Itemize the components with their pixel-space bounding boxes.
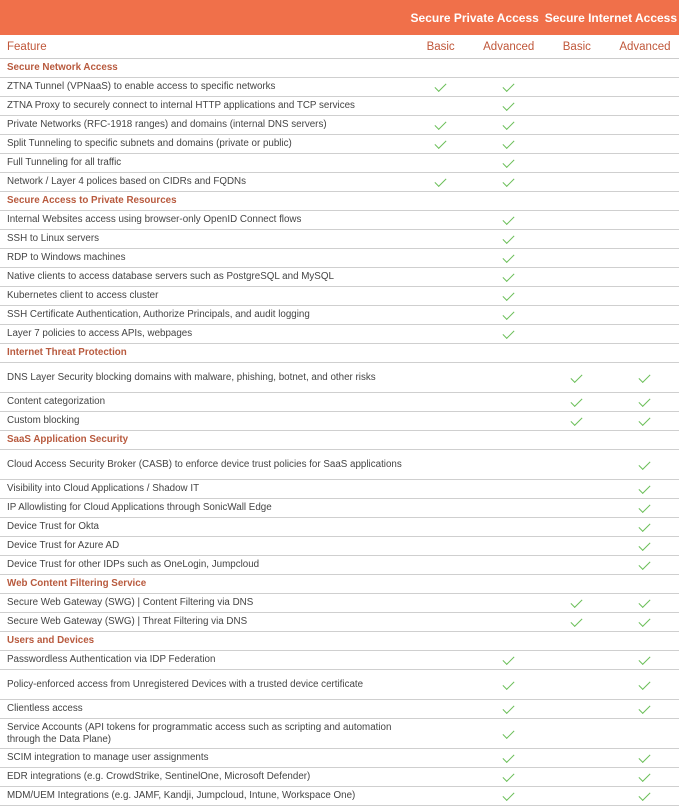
checkmark-icon <box>435 175 447 187</box>
tier-cell <box>475 306 543 325</box>
tier-cell <box>475 173 543 192</box>
table-row <box>0 594 679 613</box>
section-title: Secure Network Access <box>0 59 679 78</box>
feature-name: MDM/UEM Integrations (e.g. JAMF, Kandji, Jumpcloud, Intune, Workspace One) <box>0 787 407 806</box>
group-secure-internet-access: Secure Internet Access <box>543 0 679 35</box>
feature-name: DNS Layer Security blocking domains with malware, phishing, botnet, and other risks <box>0 363 407 393</box>
tier-cell <box>407 651 475 670</box>
section-title: Web Content Filtering Service <box>0 575 679 594</box>
tier-cell <box>543 135 611 154</box>
section-header-row <box>0 575 679 594</box>
tier-cell <box>611 556 679 575</box>
checkmark-icon <box>639 458 651 470</box>
tier-cell <box>475 116 543 135</box>
section-header-row <box>0 632 679 651</box>
checkmark-icon <box>503 213 515 225</box>
checkmark-icon <box>639 596 651 608</box>
tier-cell <box>543 97 611 116</box>
tier-cell <box>611 211 679 230</box>
checkmark-icon <box>639 539 651 551</box>
table-row <box>0 363 679 393</box>
table-row <box>0 480 679 499</box>
tier-cell <box>407 670 475 700</box>
table-row <box>0 700 679 719</box>
feature-name: Native clients to access database servers such as PostgreSQL and MySQL <box>0 268 407 287</box>
feature-name: ZTNA Tunnel (VPNaaS) to enable access to specific networks <box>0 78 407 97</box>
tier-cell <box>611 594 679 613</box>
tier-cell <box>475 450 543 480</box>
tier-cell <box>611 499 679 518</box>
feature-name: Content categorization <box>0 393 407 412</box>
tier-cell <box>475 154 543 173</box>
tier-cell <box>475 97 543 116</box>
table-row <box>0 787 679 806</box>
table-row <box>0 537 679 556</box>
tier-cell <box>475 499 543 518</box>
tier-cell <box>407 412 475 431</box>
tier-cell <box>475 268 543 287</box>
column-headers <box>0 35 679 59</box>
tier-cell <box>543 749 611 768</box>
tier-cell <box>407 135 475 154</box>
tier-cell <box>611 670 679 700</box>
tier-cell <box>475 749 543 768</box>
tier-cell <box>475 412 543 431</box>
tier-cell <box>543 556 611 575</box>
section-header-row <box>0 431 679 450</box>
sia-basic-header: Basic <box>543 35 611 59</box>
checkmark-icon <box>571 596 583 608</box>
feature-name: Full Tunneling for all traffic <box>0 154 407 173</box>
table-row <box>0 768 679 787</box>
table-row <box>0 651 679 670</box>
tier-cell <box>407 480 475 499</box>
tier-cell <box>475 613 543 632</box>
checkmark-icon <box>639 678 651 690</box>
table-row <box>0 173 679 192</box>
tier-cell <box>543 450 611 480</box>
tier-cell <box>475 230 543 249</box>
header-band <box>0 0 679 35</box>
checkmark-icon <box>435 80 447 92</box>
section-header-row <box>0 344 679 363</box>
tier-cell <box>407 450 475 480</box>
section-header-row <box>0 59 679 78</box>
tier-cell <box>611 700 679 719</box>
section-title: Users and Devices <box>0 632 679 651</box>
table-row <box>0 518 679 537</box>
tier-cell <box>407 787 475 806</box>
tier-cell <box>407 363 475 393</box>
table-row <box>0 499 679 518</box>
tier-cell <box>543 173 611 192</box>
tier-cell <box>543 230 611 249</box>
tier-cell <box>543 537 611 556</box>
feature-name: Kubernetes client to access cluster <box>0 287 407 306</box>
tier-cell <box>543 116 611 135</box>
checkmark-icon <box>503 751 515 763</box>
tier-cell <box>475 211 543 230</box>
checkmark-icon <box>503 678 515 690</box>
tier-cell <box>543 412 611 431</box>
tier-cell <box>543 499 611 518</box>
tier-cell <box>407 700 475 719</box>
tier-cell <box>407 393 475 412</box>
tier-cell <box>611 287 679 306</box>
table-row <box>0 450 679 480</box>
feature-name: SSH Certificate Authentication, Authorize Principals, and audit logging <box>0 306 407 325</box>
tier-cell <box>407 211 475 230</box>
checkmark-icon <box>503 175 515 187</box>
spa-advanced-header: Advanced <box>475 35 543 59</box>
checkmark-icon <box>503 770 515 782</box>
tier-cell <box>407 306 475 325</box>
sia-advanced-header: Advanced <box>611 35 679 59</box>
tier-cell <box>543 700 611 719</box>
checkmark-icon <box>503 327 515 339</box>
tier-cell <box>611 719 679 749</box>
checkmark-icon <box>639 482 651 494</box>
tier-cell <box>407 325 475 344</box>
feature-name: Secure Web Gateway (SWG) | Threat Filtering via DNS <box>0 613 407 632</box>
tier-cell <box>475 480 543 499</box>
checkmark-icon <box>571 615 583 627</box>
checkmark-icon <box>503 653 515 665</box>
tier-cell <box>543 480 611 499</box>
tier-cell <box>407 268 475 287</box>
tier-cell <box>611 306 679 325</box>
tier-cell <box>543 768 611 787</box>
table-body <box>0 59 679 806</box>
checkmark-icon <box>639 520 651 532</box>
tier-cell <box>543 594 611 613</box>
table-row <box>0 412 679 431</box>
tier-cell <box>407 719 475 749</box>
table-row <box>0 97 679 116</box>
table-row <box>0 78 679 97</box>
table-row <box>0 613 679 632</box>
tier-cell <box>611 173 679 192</box>
tier-cell <box>543 518 611 537</box>
checkmark-icon <box>503 156 515 168</box>
tier-cell <box>407 768 475 787</box>
checkmark-icon <box>435 137 447 149</box>
table-row <box>0 249 679 268</box>
feature-name: EDR integrations (e.g. CrowdStrike, SentinelOne, Microsoft Defender) <box>0 768 407 787</box>
checkmark-icon <box>639 395 651 407</box>
checkmark-icon <box>639 371 651 383</box>
checkmark-icon <box>503 137 515 149</box>
tier-cell <box>407 116 475 135</box>
tier-cell <box>475 700 543 719</box>
tier-cell <box>543 719 611 749</box>
spa-basic-header: Basic <box>407 35 475 59</box>
tier-cell <box>611 651 679 670</box>
feature-name: Service Accounts (API tokens for programmatic access such as scripting and automation through the Data Plane) <box>0 719 407 749</box>
table-row <box>0 556 679 575</box>
feature-name: Network / Layer 4 polices based on CIDRs and FQDNs <box>0 173 407 192</box>
tier-cell <box>543 613 611 632</box>
checkmark-icon <box>639 558 651 570</box>
feature-name: Policy-enforced access from Unregistered Devices with a trusted device certificate <box>0 670 407 700</box>
checkmark-icon <box>571 414 583 426</box>
tier-cell <box>407 173 475 192</box>
tier-cell <box>611 249 679 268</box>
table-row <box>0 325 679 344</box>
feature-name: Clientless access <box>0 700 407 719</box>
feature-name: Passwordless Authentication via IDP Federation <box>0 651 407 670</box>
tier-cell <box>475 651 543 670</box>
checkmark-icon <box>503 232 515 244</box>
checkmark-icon <box>503 289 515 301</box>
header-blank <box>0 0 407 35</box>
checkmark-icon <box>639 751 651 763</box>
checkmark-icon <box>503 99 515 111</box>
feature-column-header: Feature <box>0 35 407 59</box>
checkmark-icon <box>571 395 583 407</box>
tier-cell <box>407 230 475 249</box>
tier-cell <box>475 287 543 306</box>
checkmark-icon <box>503 270 515 282</box>
tier-cell <box>475 768 543 787</box>
tier-cell <box>611 412 679 431</box>
table-row <box>0 287 679 306</box>
feature-name: Device Trust for other IDPs such as OneLogin, Jumpcloud <box>0 556 407 575</box>
tier-cell <box>407 249 475 268</box>
tier-cell <box>475 670 543 700</box>
tier-cell <box>611 537 679 556</box>
tier-cell <box>543 78 611 97</box>
table-row <box>0 670 679 700</box>
tier-cell <box>475 249 543 268</box>
tier-cell <box>475 78 543 97</box>
section-title: SaaS Application Security <box>0 431 679 450</box>
tier-cell <box>407 749 475 768</box>
tier-cell <box>543 670 611 700</box>
tier-cell <box>407 594 475 613</box>
group-secure-private-access: Secure Private Access <box>407 0 543 35</box>
tier-cell <box>611 768 679 787</box>
feature-name: Device Trust for Azure AD <box>0 537 407 556</box>
table-row <box>0 116 679 135</box>
tier-cell <box>407 154 475 173</box>
tier-cell <box>611 787 679 806</box>
tier-cell <box>611 393 679 412</box>
checkmark-icon <box>503 308 515 320</box>
tier-cell <box>543 287 611 306</box>
tier-cell <box>407 78 475 97</box>
tier-cell <box>407 537 475 556</box>
checkmark-icon <box>571 371 583 383</box>
tier-cell <box>611 450 679 480</box>
feature-name: Secure Web Gateway (SWG) | Content Filtering via DNS <box>0 594 407 613</box>
table-row <box>0 154 679 173</box>
tier-cell <box>475 787 543 806</box>
table-row <box>0 135 679 154</box>
table-row <box>0 393 679 412</box>
tier-cell <box>407 287 475 306</box>
tier-cell <box>407 613 475 632</box>
feature-name: Cloud Access Security Broker (CASB) to enforce device trust policies for SaaS applications <box>0 450 407 480</box>
tier-cell <box>611 78 679 97</box>
tier-cell <box>475 393 543 412</box>
feature-name: Private Networks (RFC-1918 ranges) and domains (internal DNS servers) <box>0 116 407 135</box>
tier-cell <box>475 594 543 613</box>
section-header-row <box>0 192 679 211</box>
checkmark-icon <box>639 615 651 627</box>
tier-cell <box>407 556 475 575</box>
checkmark-icon <box>503 251 515 263</box>
feature-name: ZTNA Proxy to securely connect to internal HTTP applications and TCP services <box>0 97 407 116</box>
tier-cell <box>407 499 475 518</box>
tier-cell <box>543 787 611 806</box>
tier-cell <box>543 211 611 230</box>
tier-cell <box>543 249 611 268</box>
checkmark-icon <box>639 770 651 782</box>
tier-cell <box>543 325 611 344</box>
feature-name: Split Tunneling to specific subnets and domains (private or public) <box>0 135 407 154</box>
tier-cell <box>543 363 611 393</box>
checkmark-icon <box>503 702 515 714</box>
checkmark-icon <box>639 501 651 513</box>
feature-name: Internal Websites access using browser-only OpenID Connect flows <box>0 211 407 230</box>
feature-name: SSH to Linux servers <box>0 230 407 249</box>
feature-name: Device Trust for Okta <box>0 518 407 537</box>
tier-cell <box>611 749 679 768</box>
tier-cell <box>475 719 543 749</box>
checkmark-icon <box>639 414 651 426</box>
tier-cell <box>611 613 679 632</box>
tier-cell <box>611 268 679 287</box>
checkmark-icon <box>503 727 515 739</box>
checkmark-icon <box>503 789 515 801</box>
checkmark-icon <box>639 653 651 665</box>
tier-cell <box>475 518 543 537</box>
feature-name: Layer 7 policies to access APIs, webpages <box>0 325 407 344</box>
tier-cell <box>611 116 679 135</box>
table-row <box>0 749 679 768</box>
checkmark-icon <box>639 789 651 801</box>
checkmark-icon <box>435 118 447 130</box>
feature-name: Custom blocking <box>0 412 407 431</box>
tier-cell <box>407 97 475 116</box>
tier-cell <box>611 154 679 173</box>
tier-cell <box>475 556 543 575</box>
tier-cell <box>611 518 679 537</box>
tier-cell <box>475 537 543 556</box>
tier-cell <box>543 393 611 412</box>
tier-cell <box>611 97 679 116</box>
table-row <box>0 306 679 325</box>
tier-cell <box>611 135 679 154</box>
tier-cell <box>611 363 679 393</box>
table-row <box>0 230 679 249</box>
table-row <box>0 268 679 287</box>
tier-cell <box>611 325 679 344</box>
feature-name: Visibility into Cloud Applications / Shadow IT <box>0 480 407 499</box>
feature-name: IP Allowlisting for Cloud Applications through SonicWall Edge <box>0 499 407 518</box>
tier-cell <box>543 651 611 670</box>
section-title: Internet Threat Protection <box>0 344 679 363</box>
section-title: Secure Access to Private Resources <box>0 192 679 211</box>
tier-cell <box>543 306 611 325</box>
tier-cell <box>407 518 475 537</box>
tier-cell <box>475 363 543 393</box>
tier-cell <box>611 480 679 499</box>
checkmark-icon <box>503 118 515 130</box>
table-row <box>0 719 679 749</box>
table-row <box>0 211 679 230</box>
tier-cell <box>543 268 611 287</box>
tier-cell <box>543 154 611 173</box>
tier-cell <box>475 325 543 344</box>
feature-name: SCIM integration to manage user assignments <box>0 749 407 768</box>
checkmark-icon <box>503 80 515 92</box>
tier-cell <box>611 230 679 249</box>
checkmark-icon <box>639 702 651 714</box>
tier-cell <box>475 135 543 154</box>
feature-name: RDP to Windows machines <box>0 249 407 268</box>
